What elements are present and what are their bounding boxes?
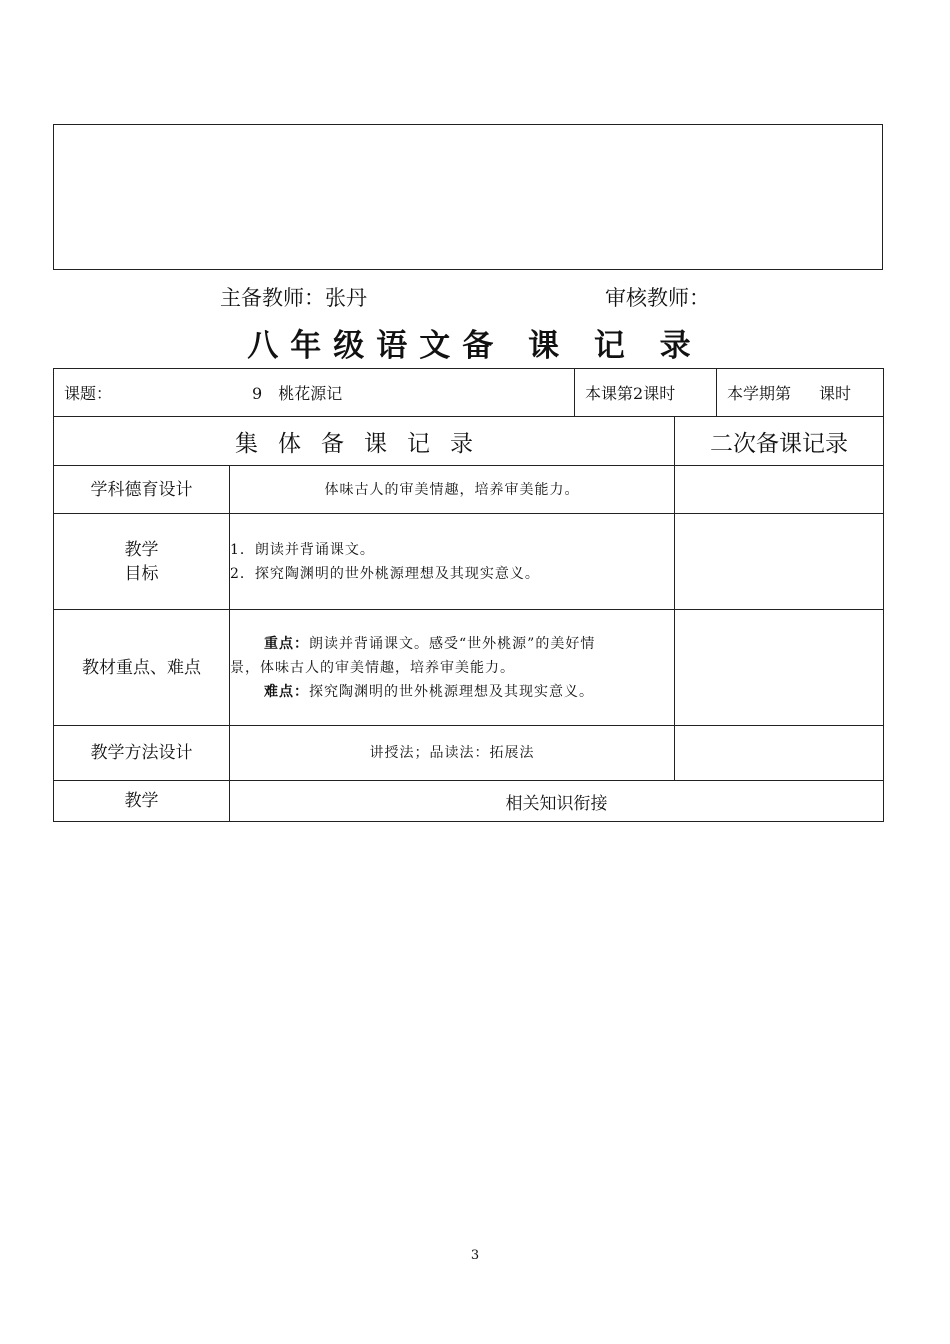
goals-label-line2: 目标: [124, 563, 159, 584]
focus-second-cell: [675, 610, 884, 726]
term-hours-cell: [717, 369, 884, 417]
moral-second-cell: [675, 466, 884, 514]
topic-row: [54, 369, 884, 417]
goals-second-cell: [675, 514, 884, 610]
moral-row: [54, 466, 884, 514]
lesson-hours: 本课第2课时: [575, 369, 717, 417]
reviewer: 审核教师：: [605, 286, 710, 310]
difficulty-label: 难点：: [264, 683, 309, 700]
term-label: 本学期第: [727, 384, 792, 403]
focus-content: [230, 610, 675, 726]
process-row: [54, 781, 884, 822]
key-point-text-1: 朗读并背诵课文。感受“世外桃源”的美好情: [309, 635, 596, 652]
key-point-text-2: 景，体味古人的审美情趣，培养审美能力。: [230, 659, 515, 676]
lead-teacher: 主备教师：张丹: [220, 286, 367, 310]
goal-item: 2．探究陶渊明的世外桃源理想及其现实意义。: [230, 565, 540, 582]
topic-label: 课题：: [64, 384, 113, 403]
goals-content: [230, 514, 675, 610]
goal-item: 1．朗读并背诵课文。: [230, 541, 375, 558]
focus-label: 教材重点、难点: [54, 610, 230, 726]
knowledge-link: 相关知识衔接: [230, 781, 884, 822]
topic-value: 9 桃花源记: [252, 384, 343, 403]
method-label: 教学方法设计: [54, 726, 230, 781]
term-suffix: 课时: [819, 384, 852, 403]
goals-row: [54, 514, 884, 610]
second-record-heading: 二次备课记录: [675, 417, 884, 466]
difficulty-text: 探究陶渊明的世外桃源理想及其现实意义。: [309, 683, 594, 700]
collective-record-heading: 集体备课记录: [54, 417, 675, 466]
focus-row: [54, 610, 884, 726]
section-header-row: [54, 417, 884, 466]
teacher-line: [0, 282, 950, 312]
method-text: 讲授法；品读法：拓展法: [230, 726, 675, 781]
method-second-cell: [675, 726, 884, 781]
topic-cell: [54, 369, 575, 417]
document-title: 八年级语文备 课 记 录: [247, 328, 703, 364]
key-point-label: 重点：: [264, 635, 309, 652]
page-number: 3: [470, 1248, 480, 1263]
goals-label-cell: [54, 514, 230, 610]
moral-text: 体味古人的审美情趣，培养审美能力。: [230, 466, 675, 514]
process-label: 教学: [54, 781, 230, 822]
moral-label: 学科德育设计: [54, 466, 230, 514]
top-blank-box: [53, 124, 883, 270]
goals-label-line1: 教学: [124, 539, 159, 560]
method-row: [54, 726, 884, 781]
lesson-record-table: [53, 368, 884, 822]
